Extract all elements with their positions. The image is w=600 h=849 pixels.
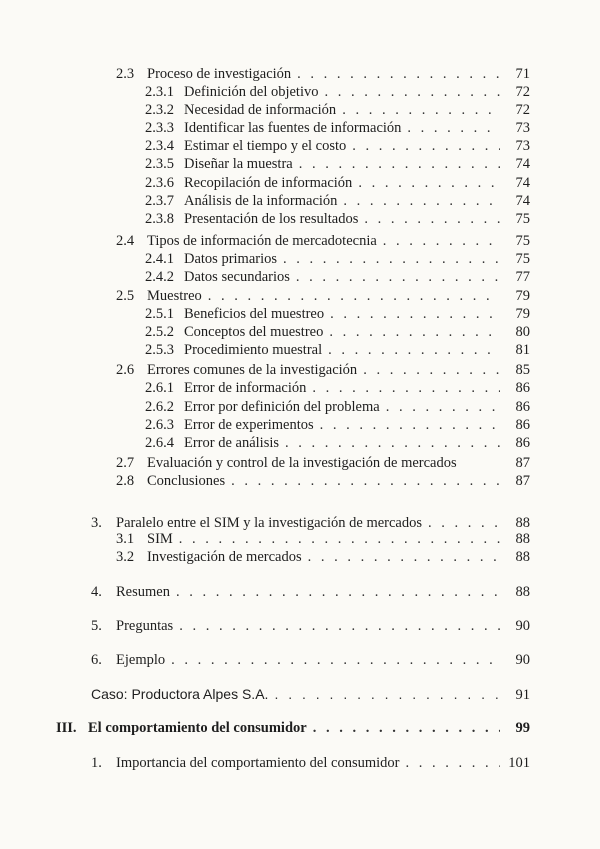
entry-title: Datos secundarios [184,269,290,285]
toc-entry [145,119,530,137]
dot-leader [386,398,500,416]
dot-leader [363,361,500,379]
entry-page: 71 [515,66,530,82]
entry-number: 2.3.8 [145,211,174,227]
toc-entry [91,651,530,669]
entry-page: 74 [515,193,530,209]
entry-title: Tipos de información de mercadotecnia [147,233,377,249]
entry-page: 91 [515,687,530,703]
dot-leader [330,305,500,323]
entry-page: 88 [515,531,530,547]
entry-page: 72 [515,102,530,118]
dot-leader [352,137,500,155]
entry-title: Importancia del comportamiento del consumidor [116,755,400,771]
dot-leader [179,530,500,548]
entry-page: 101 [508,755,530,771]
entry-page: 79 [515,306,530,322]
entry-number: 2.7 [116,455,135,471]
toc-entry [145,137,530,155]
entry-title: Necesidad de información [184,102,337,118]
toc-entry [56,719,530,737]
entry-title: Conceptos del muestreo [184,324,324,340]
entry-page: 88 [515,584,530,600]
entry-number: 2.3.1 [145,84,174,100]
toc-entry [145,210,530,228]
toc-entry [116,548,530,566]
entry-number: 5. [91,618,102,634]
dot-leader [274,685,500,703]
toc-entry [145,192,530,210]
toc-entry [145,341,530,359]
entry-page: 75 [515,211,530,227]
entry-number: 2.6.1 [145,380,174,396]
entry-title: Análisis de la información [184,193,338,209]
dot-leader [313,719,500,737]
toc-entry [145,268,530,286]
entry-title: Preguntas [116,618,174,634]
toc-entry [145,398,530,416]
entry-number: 3.1 [116,531,135,547]
toc-entry [145,155,530,173]
entry-number: 2.5.1 [145,306,174,322]
entry-number: 2.3.6 [145,175,174,191]
entry-title: Ejemplo [116,652,166,668]
dot-leader [407,119,500,137]
dot-leader [208,287,500,305]
entry-title: Identificar las fuentes de información [184,120,402,136]
entry-title: Datos primarios [184,251,278,267]
dot-leader [297,65,500,83]
toc-entry [116,287,530,305]
entry-title: Error de experimentos [184,417,314,433]
dot-leader [171,651,500,669]
entry-page: 86 [515,417,530,433]
entry-title: Error por definición del problema [184,399,380,415]
entry-page: 80 [515,324,530,340]
dot-leader [383,232,500,250]
toc-entry [145,416,530,434]
entry-page: 90 [515,618,530,634]
toc-entry [145,323,530,341]
toc-entry [91,754,530,772]
entry-page: 74 [515,156,530,172]
entry-page: 81 [515,342,530,358]
entry-page: 77 [515,269,530,285]
entry-title: SIM [147,531,173,547]
entry-page: 73 [515,138,530,154]
toc-entry [145,83,530,101]
entry-title: Investigación de mercados [147,549,302,565]
entry-page: 79 [515,288,530,304]
dot-leader [329,323,500,341]
entry-number: 2.4 [116,233,135,249]
entry-number: 2.3.4 [145,138,174,154]
dot-leader [296,268,500,286]
toc-entry [116,232,530,250]
toc-entry [116,361,530,379]
entry-number: 4. [91,584,102,600]
entry-title: Errores comunes de la investigación [147,362,358,378]
entry-title: Caso: Productora Alpes S.A. [91,686,269,702]
entry-title: Evaluación y control de la investigación de mercados [147,455,457,471]
toc-entry [145,174,530,192]
entry-page: 90 [515,652,530,668]
entry-title: Error de información [184,380,307,396]
entry-page: 72 [515,84,530,100]
entry-page: 88 [515,549,530,565]
entry-page: 73 [515,120,530,136]
toc-entry [145,250,530,268]
dot-leader [179,617,500,635]
toc-entry [145,101,530,119]
entry-title: Estimar el tiempo y el costo [184,138,347,154]
entry-number: 2.3.3 [145,120,174,136]
entry-title: Error de análisis [184,435,280,451]
dot-leader [320,416,500,434]
toc-entry [116,530,530,548]
entry-number: 3.2 [116,549,135,565]
toc-entry [91,617,530,635]
entry-page: 87 [515,455,530,471]
entry-number: 6. [91,652,102,668]
entry-page: 86 [515,380,530,396]
toc-entry [145,434,530,452]
entry-title: Conclusiones [147,473,226,489]
toc-entry [91,583,530,601]
dot-leader [176,583,500,601]
entry-page: 75 [515,233,530,249]
entry-title: Muestreo [147,288,202,304]
dot-leader [405,754,500,772]
entry-title: Procedimiento muestral [184,342,323,358]
dot-leader [285,434,500,452]
entry-title: Proceso de investigación [147,66,292,82]
entry-number: 2.5 [116,288,135,304]
dot-leader [328,341,500,359]
entry-number: 2.6 [116,362,135,378]
toc-entry [116,454,530,472]
entry-page: 99 [515,720,530,736]
entry-page: 75 [515,251,530,267]
entry-number: 2.3.2 [145,102,174,118]
entry-title: Resumen [116,584,170,600]
entry-page: 86 [515,399,530,415]
entry-title: Diseñar la muestra [184,156,293,172]
entry-title: Beneficios del muestreo [184,306,325,322]
dot-leader [364,210,500,228]
entry-title: Presentación de los resultados [184,211,359,227]
entry-number: 2.8 [116,473,135,489]
entry-title: Paralelo entre el SIM y la investigación de mercados [116,515,423,531]
entry-number: 2.3.7 [145,193,174,209]
entry-page: 74 [515,175,530,191]
entry-number: 2.5.3 [145,342,174,358]
entry-number: 2.3.5 [145,156,174,172]
entry-number: 3. [91,515,102,531]
dot-leader [308,548,500,566]
entry-number: 1. [91,755,102,771]
entry-number: III. [56,720,77,736]
entry-number: 2.3 [116,66,135,82]
toc-entry [145,305,530,323]
entry-title: Definición del objetivo [184,84,319,100]
entry-title: Recopilación de información [184,175,353,191]
dot-leader [231,472,500,490]
entry-number: 2.6.4 [145,435,174,451]
entry-title: El comportamiento del consumidor [88,720,307,736]
dot-leader [343,192,500,210]
toc-entry [145,379,530,397]
toc-entry [91,685,530,703]
entry-number: 2.5.2 [145,324,174,340]
entry-number: 2.4.1 [145,251,174,267]
entry-page: 85 [515,362,530,378]
entry-page: 86 [515,435,530,451]
entry-number: 2.6.3 [145,417,174,433]
entry-number: 2.4.2 [145,269,174,285]
entry-number: 2.6.2 [145,399,174,415]
toc-entry [116,65,530,83]
toc-entry [116,472,530,490]
dot-leader [358,174,500,192]
entry-page: 87 [515,473,530,489]
dot-leader [342,101,500,119]
dot-leader [299,155,500,173]
dot-leader [283,250,500,268]
entry-page: 88 [515,515,530,531]
dot-leader [312,379,500,397]
dot-leader [325,83,501,101]
